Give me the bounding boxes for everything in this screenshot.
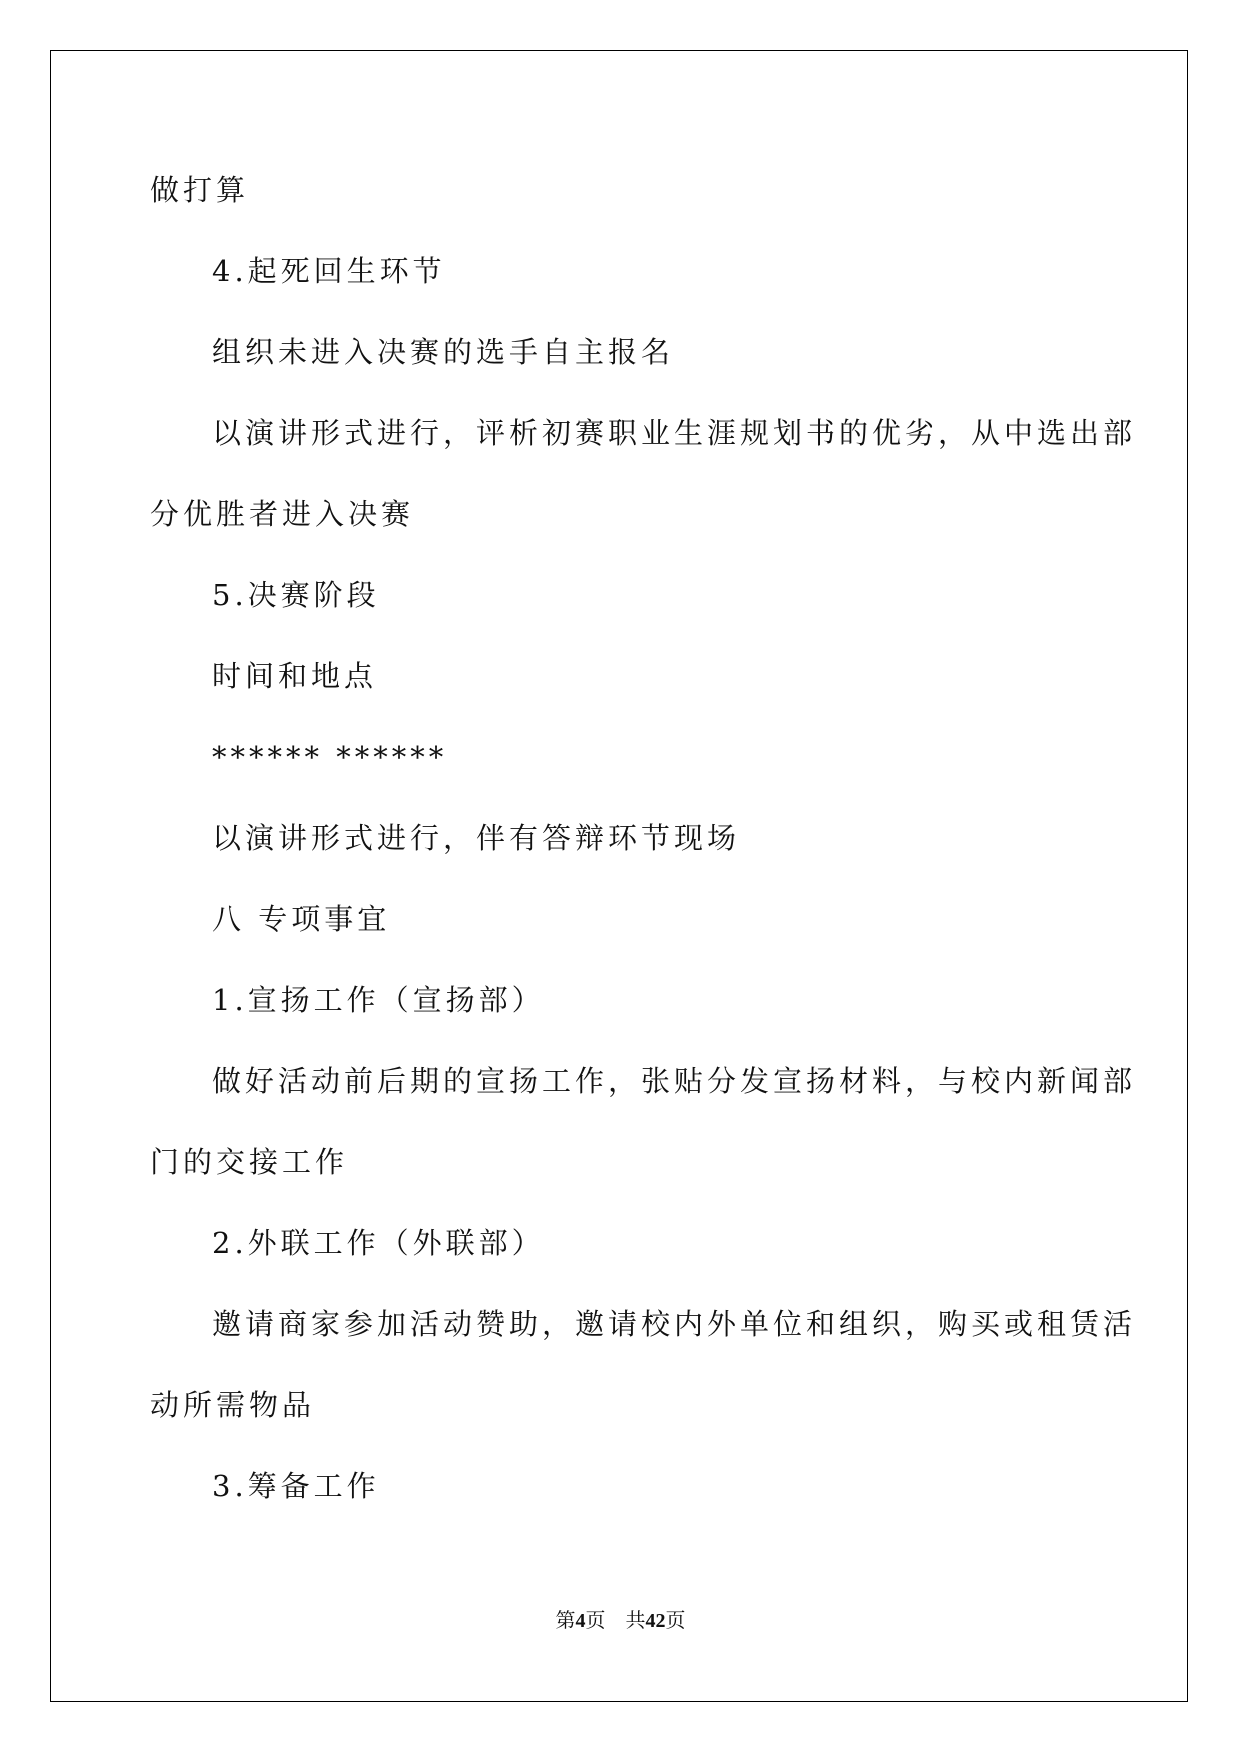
page-footer [0,1604,1241,1633]
section-heading: 3.筹备工作 [212,1469,380,1503]
body-text-line: 以演讲形式进行，评析初赛职业生涯规划书的优劣，从中选出部 [212,416,1137,450]
footer-current-page: 4 [575,1610,586,1632]
section-heading: 1.宣扬工作（宣扬部） [212,983,545,1017]
body-text-line: 时间和地点 [212,659,378,693]
section-heading: 5.决赛阶段 [212,578,380,612]
section-heading: 八 专项事宜 [212,902,391,936]
redacted-text-line: ****** ****** [212,740,448,774]
page-border [50,50,1188,1702]
body-text-line: 做打算 [150,173,250,207]
body-text-line: 组织未进入决赛的选手自主报名 [212,335,675,369]
body-text-line: 分优胜者进入决赛 [150,497,415,531]
footer-total-pages: 42 [645,1610,666,1632]
body-text-line: 动所需物品 [150,1388,316,1422]
body-text-line: 门的交接工作 [150,1145,349,1179]
footer-total-unit: 页 [665,1610,686,1632]
footer-total-prefix: 共 [625,1610,646,1632]
section-heading: 2.外联工作（外联部） [212,1226,545,1260]
footer-page-prefix: 第 [555,1610,576,1632]
body-text-line: 以演讲形式进行，伴有答辩环节现场 [212,821,741,855]
footer-page-unit: 页 [585,1610,606,1632]
section-heading: 4.起死回生环节 [212,254,446,288]
body-text-line: 做好活动前后期的宣扬工作，张贴分发宣扬材料，与校内新闻部 [212,1064,1137,1098]
body-text-line: 邀请商家参加活动赞助，邀请校内外单位和组织，购买或租赁活 [212,1307,1137,1341]
